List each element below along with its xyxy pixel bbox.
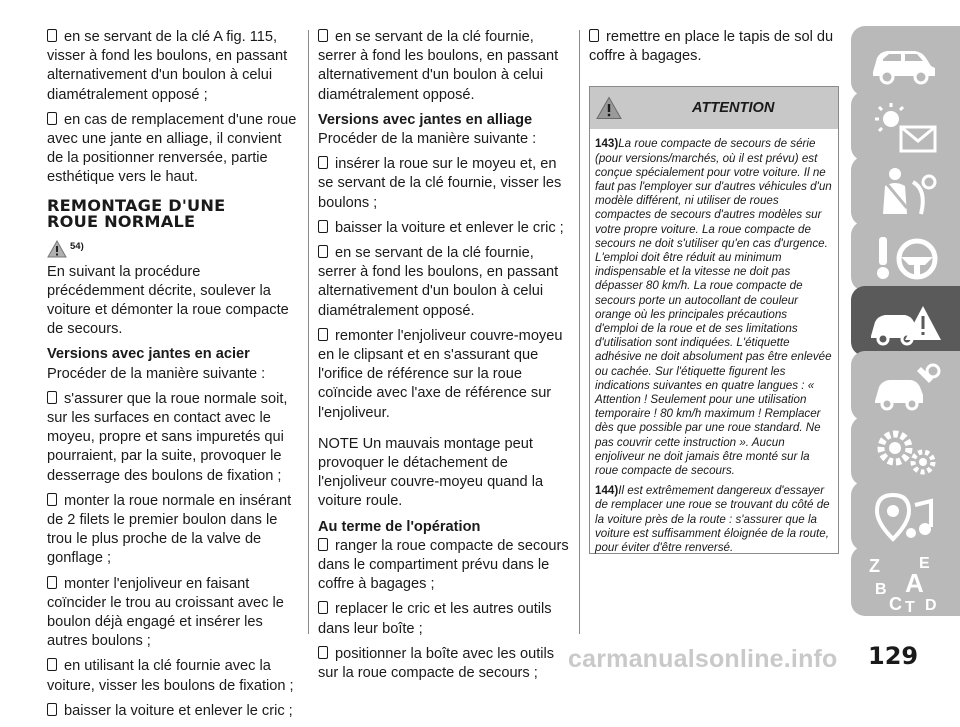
page-number: 129 xyxy=(868,642,919,670)
bullet-paragraph: en se servant de la clé fournie, serrer à fond les boulons, en passant alternativement d'un boulon à celui diamétralement opposé. xyxy=(318,29,559,103)
bullet-box-icon xyxy=(318,538,328,551)
index-letter: A xyxy=(905,568,924,598)
index-letters-icon xyxy=(865,552,945,616)
watermark: carmanualsonline.info xyxy=(568,645,838,673)
bullet-box-icon xyxy=(318,646,328,659)
tile-multimedia[interactable] xyxy=(851,481,960,551)
chapter-index-sidebar xyxy=(851,26,960,616)
bullet-box-icon xyxy=(47,576,57,589)
breakdown-icon xyxy=(865,292,945,352)
text-column-1 xyxy=(47,28,299,727)
section-title: REMONTAGE D'UNE ROUE NORMALE xyxy=(47,195,226,231)
bullet-box-icon xyxy=(318,220,328,233)
tile-warning-lights[interactable] xyxy=(851,91,960,161)
key-steering-icon xyxy=(865,227,945,287)
index-letter: C xyxy=(889,594,902,614)
index-letter: Z xyxy=(869,556,880,576)
bullet-paragraph: en se servant de la clé fournie, serrer à fond les boulons, en passant alternativement d'un boulon à celui diamétralement opposé. xyxy=(318,245,559,319)
bullet-box-icon xyxy=(47,703,57,716)
multimedia-icon xyxy=(865,487,945,547)
bullet-box-icon xyxy=(318,601,328,614)
bullet-paragraph: baisser la voiture et enlever le cric ; xyxy=(47,702,299,721)
subheading: Au terme de l'opération xyxy=(318,518,481,535)
maintenance-gears-icon xyxy=(865,422,945,482)
bullet-paragraph: remonter l'enjoliveur couvre-moyeu en le clipsant et en s'assurant que l'orifice de référence sur la roue coïncide avec l'axe de référence sur l'enjoliveur. xyxy=(318,327,563,421)
bullet-box-icon xyxy=(318,29,328,42)
warning-body xyxy=(590,129,838,555)
bullet-box-icon xyxy=(47,29,57,42)
bullet-box-icon xyxy=(47,658,57,671)
bullet-box-icon xyxy=(47,391,57,404)
bullet-paragraph: ranger la roue compacte de secours dans le compartiment prévu dans le coffre à bagages ; xyxy=(318,537,569,593)
bullet-box-icon xyxy=(318,156,328,169)
tile-starting-driving[interactable] xyxy=(851,221,960,291)
note-paragraph: NOTE Un mauvais montage peut provoquer le détachement de l'enjoliveur couvre-moyeu quand la voiture roule. xyxy=(318,435,544,510)
tile-emergency[interactable] xyxy=(851,286,960,356)
warning-triangle-icon xyxy=(596,96,622,120)
tile-index[interactable] xyxy=(851,546,960,616)
car-icon xyxy=(865,32,945,90)
bullet-paragraph: baisser la voiture et enlever le cric ; xyxy=(318,219,570,238)
bullet-paragraph: en cas de remplacement d'une roue avec une jante en alliage, il convient de la positionner renversée, partie esthétique vers le haut. xyxy=(47,111,297,186)
tile-safety[interactable] xyxy=(851,156,960,226)
warning-triangle-icon xyxy=(47,240,67,258)
paragraph: Procéder de la manière suivante : xyxy=(47,365,266,382)
bullet-box-icon xyxy=(318,245,328,258)
text-column-2 xyxy=(318,28,570,689)
bullet-paragraph: s'assurer que la roue normale soit, sur les surfaces en contact avec le moyeu, propre et sans impuretés qui pourraient, par la suite, provoquer le desserrage des boulons de fixation ; xyxy=(47,390,288,484)
paragraph: Procéder de la manière suivante : xyxy=(318,131,537,148)
bullet-paragraph: en se servant de la clé A fig. 115, visser à fond les boulons, en passant alternativement d'un boulon à celui diamétralement opposé ; xyxy=(47,29,288,103)
paragraph: En suivant la procédure précédemment décrite, soulever la voiture et démonter la roue compacte de secours. xyxy=(47,263,289,338)
index-letter: T xyxy=(905,599,915,616)
warning-header xyxy=(590,87,838,129)
bullet-paragraph: insérer la roue sur le moyeu et, en se servant de la clé fournie, visser les boulons ; xyxy=(318,156,562,211)
index-letter: E xyxy=(919,555,930,572)
index-letter: D xyxy=(925,597,937,614)
bullet-box-icon xyxy=(318,328,328,341)
column-divider xyxy=(308,30,309,634)
bullet-box-icon xyxy=(47,112,57,125)
warning-reference: 54) xyxy=(47,236,299,258)
bullet-paragraph: monter l'enjoliveur en faisant coïncider le trou au croissant avec le boulon déjà engagé et insérer les autres boulons ; xyxy=(47,575,284,650)
warning-box xyxy=(589,86,839,554)
subheading: Versions avec jantes en alliage xyxy=(318,111,533,128)
tile-technical-data[interactable] xyxy=(851,416,960,486)
tile-car[interactable] xyxy=(851,26,960,96)
text-column-3 xyxy=(589,28,839,554)
tile-maintenance-car[interactable] xyxy=(851,351,960,421)
warning-title: ATTENTION xyxy=(692,99,775,116)
warning-item: 144)Il est extrêmement dangereux d'essayer de remplacer une roue se trouvant du côté de la voiture près de la route : s'assurer que la voiture est suffisamment éloignée de la route, pour éviter d'être renversé. xyxy=(595,484,830,555)
bullet-box-icon xyxy=(47,493,57,506)
bullet-paragraph: monter la roue normale en insérant de 2 filets le premier boulon dans le trou le plus proche de la valve de gonflage ; xyxy=(47,492,292,567)
wrench-car-icon xyxy=(865,357,945,417)
seatbelt-icon xyxy=(865,162,945,222)
warning-item: 143)La roue compacte de secours de série (pour versions/marchés, où il est prévu) est conçue spécialement pour votre voiture. Il ne faut pas l'employer sur d'autres véhicules d'un modèle différent, ni utiliser de roues compactes de secours d'autres modèles sur votre propre voiture. La roue compacte de secours ne doit s'utiliser qu'en cas d'urgence. L'emploi doit être réduit au minimum indispensable et la vitesse ne doit pas dépasser 80 km/h. La roue compacte de secours porte un autocollant de couleur orange où les principales précautions d'emploi de la roue et de ses limitations d'utilisation sont indiquées. L'étiquette adhésive ne doit absolument pas être enlevée ou cachée. Sur l'étiquette figurent les indications suivantes en quatre langues : « Attention ! Seulement pour une utilisation temporaire ! 80 km/h maximum ! Remplacer dès que possible par une roue standard. Ne pas couvrir cette instruction ». Aucun enjoliveur ne doit jamais être monté sur la roue compacte de secours. xyxy=(595,137,832,478)
column-divider xyxy=(579,30,580,634)
index-letter: B xyxy=(875,581,887,598)
bullet-paragraph: positionner la boîte avec les outils sur la roue compacte de secours ; xyxy=(318,645,555,682)
bullet-paragraph: en utilisant la clé fournie avec la voiture, visser les boulons de fixation ; xyxy=(47,658,294,694)
warning-lights-icon xyxy=(865,97,945,157)
subheading: Versions avec jantes en acier xyxy=(47,346,250,363)
bullet-paragraph: remettre en place le tapis de sol du coffre à bagages. xyxy=(589,29,834,65)
bullet-paragraph: replacer le cric et les autres outils dans leur boîte ; xyxy=(318,601,552,637)
bullet-box-icon xyxy=(589,29,599,42)
